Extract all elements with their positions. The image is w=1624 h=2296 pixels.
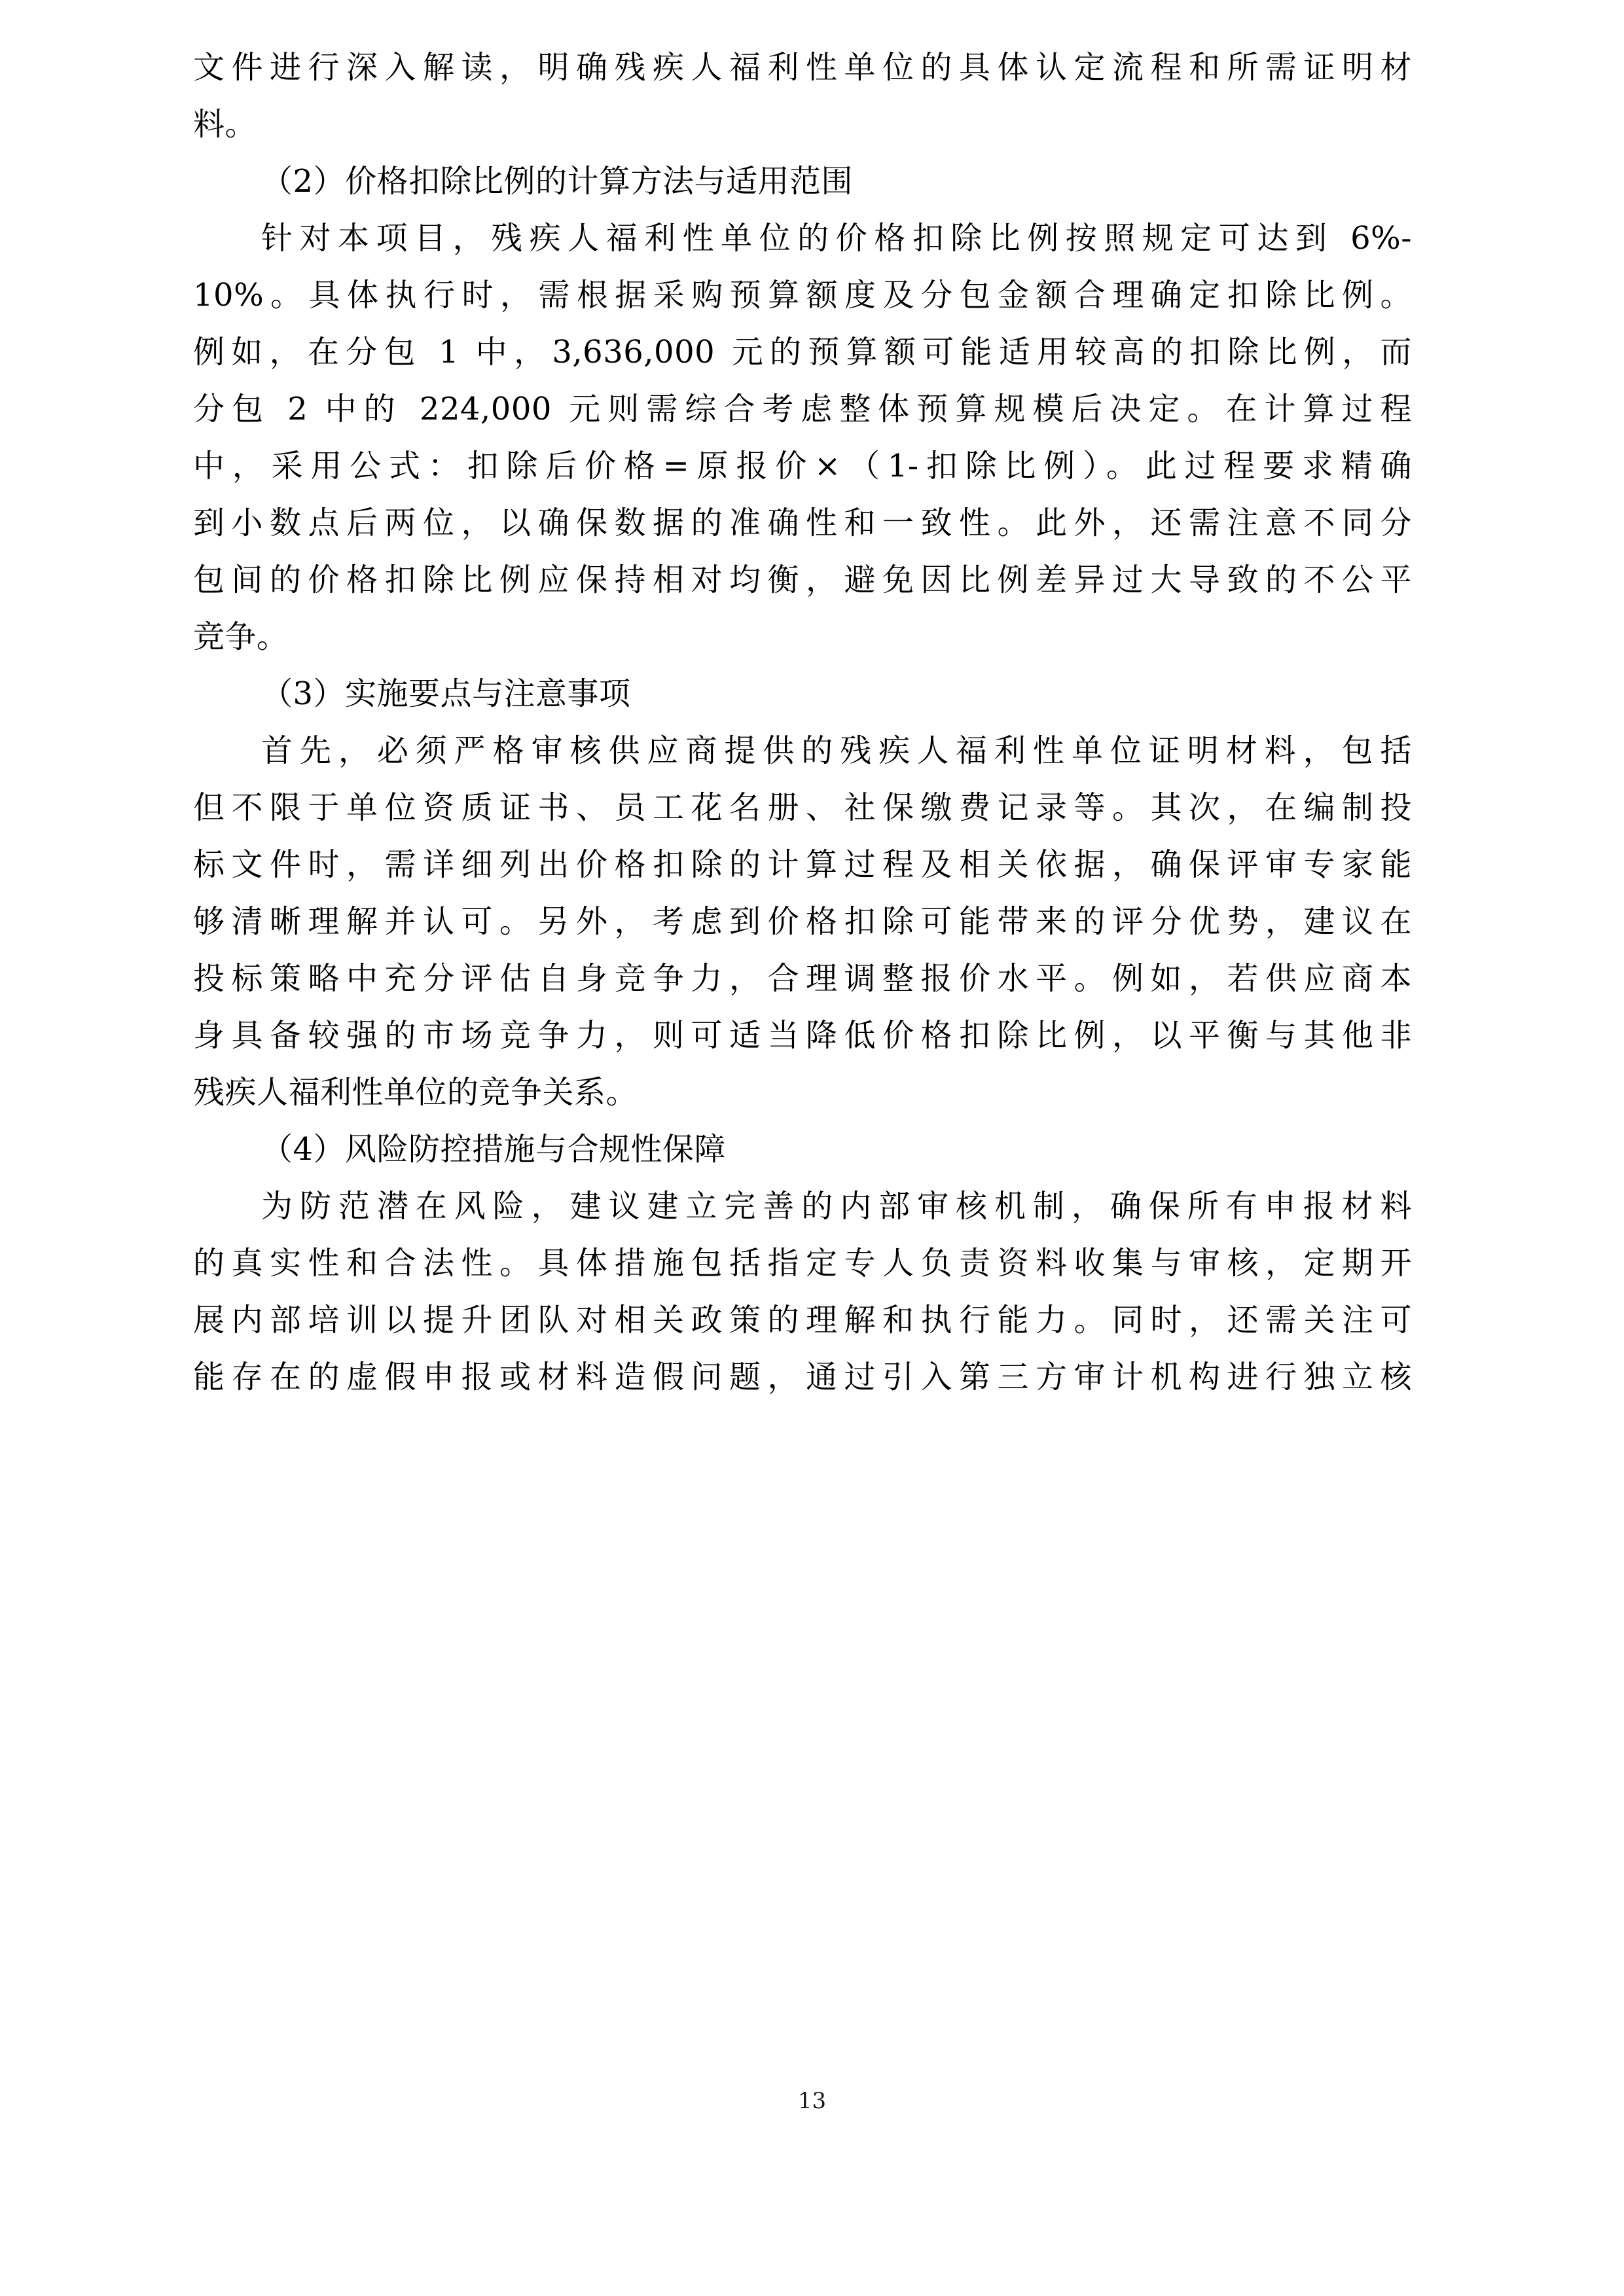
subsection-heading-4: （4）风险防控措施与合规性保障 <box>261 1131 727 1168</box>
body-line: 的真实性和合法性。具体措施包括指定专人负责资料收集与审核，定期开 <box>193 1245 1412 1282</box>
body-line: 分包 2 中的 224,000 元则需综合考虑整体预算规模后决定。在计算过程 <box>193 391 1412 427</box>
body-line: 中，采用公式：扣除后价格=原报价×（1-扣除比例）。此过程要求精确 <box>193 448 1412 484</box>
subsection-heading-2: （2）价格扣除比例的计算方法与适用范围 <box>261 163 854 200</box>
body-line: 但不限于单位资质证书、员工花名册、社保缴费记录等。其次，在编制投 <box>193 789 1412 826</box>
body-line: 文件进行深入解读，明确残疾人福利性单位的具体认定流程和所需证明材 <box>193 49 1412 86</box>
body-line: 为防范潜在风险，建议建立完善的内部审核机制，确保所有申报材料 <box>261 1188 1412 1225</box>
body-line: 料。 <box>193 106 257 143</box>
body-line: 标文件时，需详细列出价格扣除的计算过程及相关依据，确保评审专家能 <box>193 846 1412 883</box>
subsection-heading-3: （3）实施要点与注意事项 <box>261 675 631 712</box>
body-line: 首先，必须严格审核供应商提供的残疾人福利性单位证明材料，包括 <box>261 732 1412 769</box>
body-line: 展内部培训以提升团队对相关政策的理解和执行能力。同时，还需关注可 <box>193 1302 1412 1338</box>
page-number: 13 <box>797 2088 827 2114</box>
body-line: 包间的价格扣除比例应保持相对均衡，避免因比例差异过大导致的不公平 <box>193 562 1412 598</box>
body-line: 能存在的虚假申报或材料造假问题，通过引入第三方审计机构进行独立核 <box>193 1359 1412 1395</box>
body-line: 残疾人福利性单位的竞争关系。 <box>193 1074 638 1111</box>
body-line: 投标策略中充分评估自身竞争力，合理调整报价水平。例如，若供应商本 <box>193 960 1412 997</box>
body-line: 竞争。 <box>193 619 289 655</box>
body-line: 到小数点后两位，以确保数据的准确性和一致性。此外，还需注意不同分 <box>193 505 1412 541</box>
body-line: 够清晰理解并认可。另外，考虑到价格扣除可能带来的评分优势，建议在 <box>193 903 1412 940</box>
page-body-text <box>193 39 1412 1406</box>
body-line: 针对本项目，残疾人福利性单位的价格扣除比例按照规定可达到 6%- <box>261 220 1412 257</box>
body-line: 例如，在分包 1 中，3,636,000 元的预算额可能适用较高的扣除比例，而 <box>193 334 1412 370</box>
body-line: 10%。具体执行时，需根据采购预算额度及分包金额合理确定扣除比例。 <box>193 277 1412 314</box>
body-line: 身具备较强的市场竞争力，则可适当降低价格扣除比例，以平衡与其他非 <box>193 1017 1412 1054</box>
